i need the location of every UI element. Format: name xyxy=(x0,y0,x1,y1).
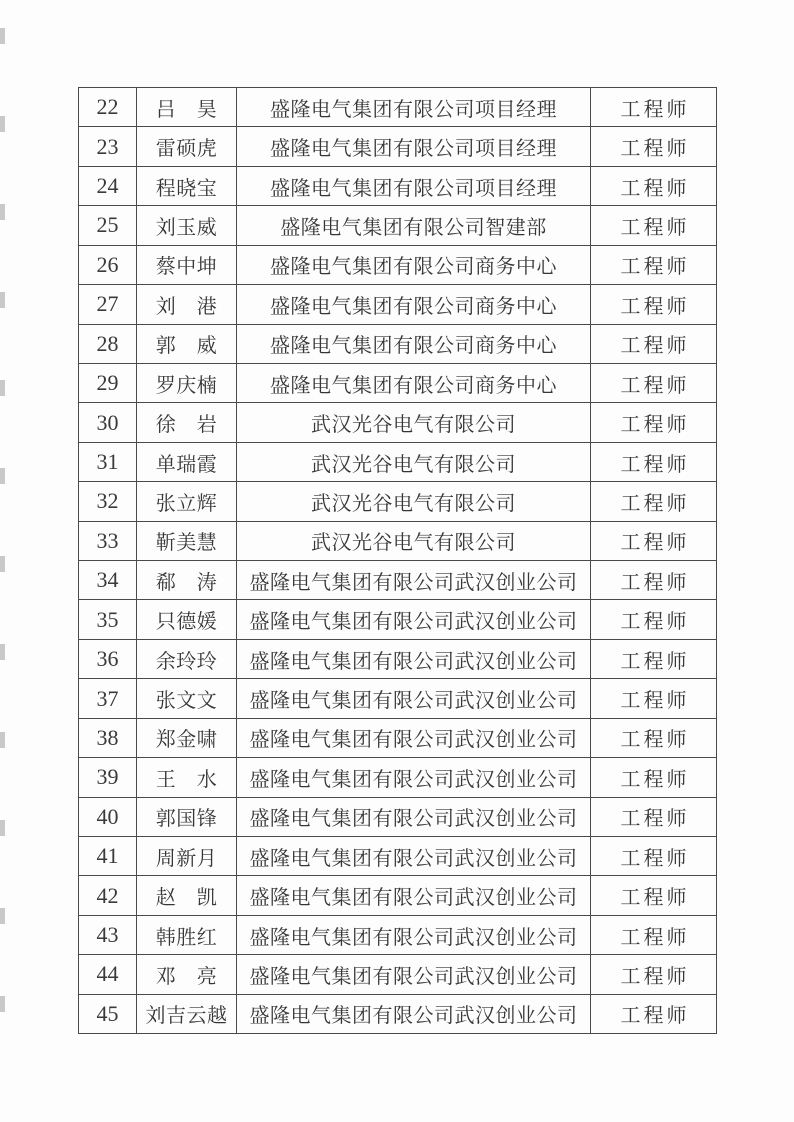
title-cell: 工程师 xyxy=(590,876,716,914)
table-row xyxy=(79,481,716,520)
row-number-cell: 23 xyxy=(96,133,119,159)
company-cell: 盛隆电气集团有限公司商务中心 xyxy=(236,246,590,284)
title-cell: 工程师 xyxy=(590,600,716,638)
title-cell: 工程师 xyxy=(590,522,716,560)
company-cell: 盛隆电气集团有限公司武汉创业公司 xyxy=(236,719,590,757)
company-cell: 盛隆电气集团有限公司商务中心 xyxy=(236,364,590,402)
row-number-cell: 33 xyxy=(96,527,119,553)
row-number-cell: 39 xyxy=(96,764,119,790)
row-number-cell: 41 xyxy=(96,843,119,869)
company-cell: 盛隆电气集团有限公司武汉创业公司 xyxy=(236,955,590,993)
table-row xyxy=(79,678,716,717)
table-row xyxy=(79,521,716,560)
table-row xyxy=(79,560,716,599)
name-cell: 徐 岩 xyxy=(136,403,236,441)
name-cell: 刘吉云越 xyxy=(136,995,236,1033)
table-row xyxy=(79,915,716,954)
name-cell: 单瑞霞 xyxy=(136,443,236,481)
name-cell: 蔡中坤 xyxy=(136,246,236,284)
row-number-cell: 30 xyxy=(96,409,119,435)
table-row xyxy=(79,639,716,678)
row-number-cell: 38 xyxy=(96,724,119,750)
row-number-cell: 43 xyxy=(96,922,119,948)
table-row xyxy=(79,757,716,796)
row-number-cell: 31 xyxy=(96,449,119,474)
row-number-cell: 36 xyxy=(96,646,119,672)
company-cell: 盛隆电气集团有限公司武汉创业公司 xyxy=(236,561,590,599)
company-cell: 盛隆电气集团有限公司商务中心 xyxy=(236,285,590,323)
table-row xyxy=(79,205,716,244)
company-cell: 盛隆电气集团有限公司武汉创业公司 xyxy=(236,876,590,914)
name-cell: 靳美慧 xyxy=(136,522,236,560)
title-cell: 工程师 xyxy=(590,325,716,363)
company-cell: 盛隆电气集团有限公司智建部 xyxy=(236,206,590,244)
company-cell: 盛隆电气集团有限公司商务中心 xyxy=(236,325,590,363)
name-cell: 张立辉 xyxy=(136,482,236,520)
title-cell: 工程师 xyxy=(590,640,716,678)
name-cell: 刘 港 xyxy=(136,285,236,323)
title-cell: 工程师 xyxy=(590,246,716,284)
table-row xyxy=(79,166,716,205)
title-cell: 工程师 xyxy=(590,443,716,481)
table-row xyxy=(79,836,716,875)
title-cell: 工程师 xyxy=(590,167,716,205)
name-cell: 郭 威 xyxy=(136,325,236,363)
title-cell: 工程师 xyxy=(590,403,716,441)
title-cell: 工程师 xyxy=(590,719,716,757)
name-cell: 赵 凯 xyxy=(136,876,236,914)
company-cell: 盛隆电气集团有限公司武汉创业公司 xyxy=(236,995,590,1033)
company-cell: 盛隆电气集团有限公司项目经理 xyxy=(236,88,590,126)
title-cell: 工程师 xyxy=(590,482,716,520)
company-cell: 武汉光谷电气有限公司 xyxy=(236,482,590,520)
table-row xyxy=(79,875,716,914)
table-row xyxy=(79,599,716,638)
name-cell: 罗庆楠 xyxy=(136,364,236,402)
table-row xyxy=(79,284,716,323)
row-number-cell: 44 xyxy=(96,961,119,987)
row-number-cell: 35 xyxy=(96,606,119,632)
row-number-cell: 40 xyxy=(96,803,119,829)
company-cell: 武汉光谷电气有限公司 xyxy=(236,522,590,560)
company-cell: 盛隆电气集团有限公司项目经理 xyxy=(236,127,590,165)
title-cell: 工程师 xyxy=(590,679,716,717)
name-cell: 郭国锋 xyxy=(136,798,236,836)
row-number-cell: 26 xyxy=(96,251,119,277)
name-cell: 刘玉威 xyxy=(136,206,236,244)
company-cell: 武汉光谷电气有限公司 xyxy=(236,443,590,481)
name-cell: 周新月 xyxy=(136,837,236,875)
company-cell: 盛隆电气集团有限公司项目经理 xyxy=(236,167,590,205)
name-cell: 王 水 xyxy=(136,758,236,796)
table-row xyxy=(79,88,716,126)
title-cell: 工程师 xyxy=(590,955,716,993)
name-cell: 程晓宝 xyxy=(136,167,236,205)
row-number-cell: 29 xyxy=(96,370,119,396)
table-row xyxy=(79,954,716,993)
name-cell: 韩胜红 xyxy=(136,916,236,954)
table-row xyxy=(79,797,716,836)
row-number-cell: 32 xyxy=(96,488,119,514)
name-cell: 郑金啸 xyxy=(136,719,236,757)
name-cell: 吕 昊 xyxy=(136,88,236,126)
table-row xyxy=(79,324,716,363)
title-cell: 工程师 xyxy=(590,88,716,126)
table-row xyxy=(79,442,716,481)
table-row xyxy=(79,126,716,165)
row-number-cell: 37 xyxy=(96,685,119,711)
title-cell: 工程师 xyxy=(590,364,716,402)
row-number-cell: 28 xyxy=(96,330,119,356)
table-row xyxy=(79,245,716,284)
scan-artifact-marks xyxy=(0,28,5,1068)
table-row xyxy=(79,718,716,757)
row-number-cell: 22 xyxy=(96,94,119,120)
row-number-cell: 34 xyxy=(96,567,119,593)
company-cell: 盛隆电气集团有限公司武汉创业公司 xyxy=(236,837,590,875)
row-number-cell: 27 xyxy=(96,291,119,317)
title-cell: 工程师 xyxy=(590,916,716,954)
name-cell: 雷硕虎 xyxy=(136,127,236,165)
recipients-table xyxy=(78,87,717,1034)
title-cell: 工程师 xyxy=(590,837,716,875)
name-cell: 郗 涛 xyxy=(136,561,236,599)
title-cell: 工程师 xyxy=(590,285,716,323)
title-cell: 工程师 xyxy=(590,561,716,599)
row-number-cell: 24 xyxy=(96,173,119,199)
company-cell: 盛隆电气集团有限公司武汉创业公司 xyxy=(236,798,590,836)
row-number-cell: 25 xyxy=(96,212,119,238)
name-cell: 张文文 xyxy=(136,679,236,717)
name-cell: 只德媛 xyxy=(136,600,236,638)
table-row xyxy=(79,994,716,1033)
title-cell: 工程师 xyxy=(590,127,716,165)
title-cell: 工程师 xyxy=(590,206,716,244)
title-cell: 工程师 xyxy=(590,995,716,1033)
name-cell: 余玲玲 xyxy=(136,640,236,678)
company-cell: 盛隆电气集团有限公司武汉创业公司 xyxy=(236,640,590,678)
row-number-cell: 42 xyxy=(96,882,119,908)
company-cell: 盛隆电气集团有限公司武汉创业公司 xyxy=(236,600,590,638)
table-row xyxy=(79,363,716,402)
company-cell: 盛隆电气集团有限公司武汉创业公司 xyxy=(236,758,590,796)
table-row xyxy=(79,402,716,441)
name-cell: 邓 亮 xyxy=(136,955,236,993)
company-cell: 武汉光谷电气有限公司 xyxy=(236,403,590,441)
company-cell: 盛隆电气集团有限公司武汉创业公司 xyxy=(236,679,590,717)
company-cell: 盛隆电气集团有限公司武汉创业公司 xyxy=(236,916,590,954)
title-cell: 工程师 xyxy=(590,798,716,836)
row-number-cell: 45 xyxy=(96,1000,119,1026)
title-cell: 工程师 xyxy=(590,758,716,796)
